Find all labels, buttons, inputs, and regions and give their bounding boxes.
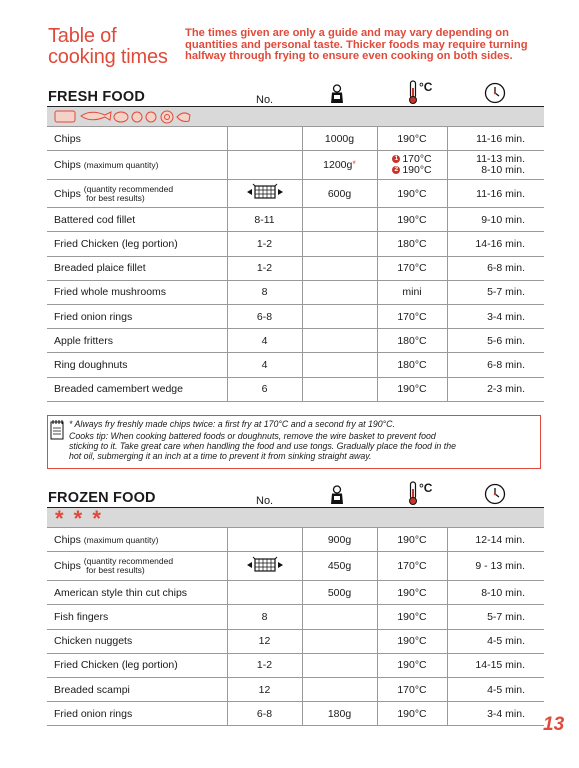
- food-count: 12: [227, 677, 302, 701]
- food-time: 14-16 min.: [447, 232, 544, 256]
- food-weight: [302, 353, 377, 377]
- table-row: [47, 280, 544, 304]
- food-weight: [302, 280, 377, 304]
- food-time-cell: [447, 151, 544, 180]
- food-weight-cell: [302, 151, 377, 180]
- table-row: [47, 232, 544, 256]
- food-time: 3-4 min.: [447, 702, 544, 726]
- food-weight: [302, 377, 377, 401]
- food-name: Fried onion rings: [47, 702, 227, 726]
- food-name: Chips: [54, 159, 81, 172]
- frozen-food-section: [47, 483, 544, 726]
- food-temp: 190°C: [377, 528, 447, 552]
- food-count: [227, 581, 302, 605]
- food-name: Apple fritters: [47, 329, 227, 353]
- food-name: Chicken nuggets: [47, 629, 227, 653]
- title-line-2: cooking times: [48, 46, 168, 68]
- page-title: [48, 26, 168, 68]
- food-name: Chips: [54, 187, 81, 200]
- food-count: 1-2: [227, 653, 302, 677]
- qualifier-line-2: for best results): [86, 565, 145, 576]
- food-time: 11-16 min.: [447, 180, 544, 208]
- food-temp: 170°C: [377, 677, 447, 701]
- food-weight: [302, 677, 377, 701]
- food-qualifier: (maximum quantity): [83, 534, 159, 545]
- qualifier-line-2: for best results): [86, 192, 145, 203]
- food-count: 8-11: [227, 208, 302, 232]
- food-weight: 180g: [302, 702, 377, 726]
- table-row: [47, 304, 544, 328]
- food-time: 5-7 min.: [447, 605, 544, 629]
- food-time: 6-8 min.: [447, 256, 544, 280]
- basket-cell: [227, 180, 302, 208]
- food-temp: 190°C: [377, 180, 447, 208]
- food-weight: [302, 208, 377, 232]
- food-temp: 170°C: [377, 552, 447, 581]
- food-name-cell: [47, 528, 227, 552]
- fresh-food-table: [47, 127, 544, 402]
- temp-unit-label: °C: [419, 80, 433, 94]
- food-count: 6: [227, 377, 302, 401]
- food-temp: 180°C: [377, 232, 447, 256]
- table-row: [47, 629, 544, 653]
- food-temp: 180°C: [377, 329, 447, 353]
- food-time: 2-3 min.: [447, 377, 544, 401]
- weight-scale-icon: [329, 84, 345, 104]
- food-name: Chips: [47, 127, 227, 151]
- fresh-food-title: FRESH FOOD: [48, 89, 146, 105]
- food-temp-cell: [377, 151, 447, 180]
- food-weight: [302, 653, 377, 677]
- food-name: Chips: [54, 533, 81, 546]
- food-temp-first: 170°C: [402, 153, 432, 166]
- food-weight: [302, 232, 377, 256]
- timer-icon: [484, 82, 506, 104]
- page-number: 13: [543, 714, 565, 735]
- food-count: 12: [227, 629, 302, 653]
- food-count: [227, 127, 302, 151]
- food-time: 6-8 min.: [447, 353, 544, 377]
- food-temp: 190°C: [377, 581, 447, 605]
- food-name: Fish fingers: [47, 605, 227, 629]
- food-name: Breaded camembert wedge: [47, 377, 227, 401]
- table-row: [47, 256, 544, 280]
- note-line-2: Cooks tip: When cooking battered foods or doughnuts, remove the wire basket to prevent food: [69, 431, 436, 441]
- thermometer-icon: [407, 481, 419, 505]
- table-row: [47, 605, 544, 629]
- food-name-cell: [47, 180, 227, 208]
- basket-cell: [227, 552, 302, 581]
- food-name: Breaded scampi: [47, 677, 227, 701]
- food-count: 4: [227, 353, 302, 377]
- fresh-food-section: [47, 82, 544, 402]
- qualifier-line-1: (quantity recommended: [83, 183, 174, 194]
- food-weight: [302, 629, 377, 653]
- food-name: Fried Chicken (leg portion): [47, 653, 227, 677]
- note-line-3: sticking to it. Take great care when handling the food and use tongs. Gradually place the food in the: [69, 441, 456, 451]
- frozen-food-band: [47, 506, 544, 531]
- food-time-second: 8-10 min.: [481, 164, 525, 177]
- food-count: 8: [227, 605, 302, 629]
- column-header-no: No.: [256, 94, 274, 106]
- table-row: [47, 653, 544, 677]
- step-two-badge: 2: [392, 166, 400, 174]
- food-weight: 500g: [302, 581, 377, 605]
- footnote-star: *: [352, 159, 356, 170]
- food-temp: 170°C: [377, 304, 447, 328]
- food-time: 8-10 min.: [447, 581, 544, 605]
- food-name: American style thin cut chips: [47, 581, 227, 605]
- column-header-no: No.: [256, 495, 274, 507]
- food-count: 8: [227, 280, 302, 304]
- basket-icon: [245, 183, 285, 201]
- food-qualifier: [84, 557, 173, 575]
- food-name-cell: [47, 151, 227, 180]
- table-row: [47, 677, 544, 701]
- food-temp: 190°C: [377, 377, 447, 401]
- step-one-badge: 1: [392, 155, 400, 163]
- food-weight: 450g: [302, 552, 377, 581]
- table-row: [47, 329, 544, 353]
- weight-scale-icon: [329, 485, 345, 505]
- food-count: 6-8: [227, 304, 302, 328]
- food-name: Fried onion rings: [47, 304, 227, 328]
- table-row: [47, 552, 544, 581]
- food-weight: 900g: [302, 528, 377, 552]
- food-temp: 190°C: [377, 629, 447, 653]
- fresh-food-header: [47, 82, 544, 107]
- freezer-stars: * * *: [55, 506, 103, 531]
- food-name-cell: [47, 552, 227, 581]
- food-weight: [302, 256, 377, 280]
- notepad-icon: [50, 419, 64, 441]
- food-illustration-icon: [53, 109, 193, 124]
- food-weight: 1000g: [302, 127, 377, 151]
- food-name: Breaded plaice fillet: [47, 256, 227, 280]
- food-name: Fried whole mushrooms: [47, 280, 227, 304]
- qualifier-line-1: (quantity recommended: [83, 556, 174, 567]
- table-row: [47, 151, 544, 180]
- food-temp: mini: [377, 280, 447, 304]
- food-name: Fried Chicken (leg portion): [47, 232, 227, 256]
- food-count: 1-2: [227, 256, 302, 280]
- food-temp: 190°C: [377, 605, 447, 629]
- food-count: 1-2: [227, 232, 302, 256]
- food-temp: 170°C: [377, 256, 447, 280]
- thermometer-icon: [407, 80, 419, 104]
- food-temp: 180°C: [377, 353, 447, 377]
- food-name: Chips: [54, 559, 81, 572]
- food-temp: 190°C: [377, 208, 447, 232]
- food-time: 5-7 min.: [447, 280, 544, 304]
- title-line-1: Table of: [48, 25, 117, 47]
- table-row: [47, 180, 544, 208]
- temp-unit-label: °C: [419, 481, 433, 495]
- frozen-food-title: FROZEN FOOD: [48, 490, 156, 506]
- table-row: [47, 581, 544, 605]
- food-count: 4: [227, 329, 302, 353]
- food-time-first: 11-13 min.: [476, 153, 525, 166]
- food-temp: 190°C: [377, 653, 447, 677]
- notes-box: [47, 415, 541, 469]
- food-qualifier: (maximum quantity): [83, 160, 159, 171]
- table-row: [47, 208, 544, 232]
- food-temp: 190°C: [377, 702, 447, 726]
- food-time: 9 - 13 min.: [447, 552, 544, 581]
- note-line-4: hot oil, submerging it an inch at a time to prevent it from sinking straight away.: [69, 451, 372, 461]
- basket-icon: [245, 556, 285, 574]
- note-line-1: * Always fry freshly made chips twice: a first fry at 170°C and a second fry at 190°C.: [69, 419, 395, 429]
- food-qualifier: [84, 185, 173, 203]
- table-row: [47, 528, 544, 552]
- food-count: [227, 151, 302, 180]
- food-time: 4-5 min.: [447, 629, 544, 653]
- timer-icon: [484, 483, 506, 505]
- food-weight: [302, 304, 377, 328]
- food-name: Ring doughnuts: [47, 353, 227, 377]
- table-row: [47, 353, 544, 377]
- food-time: 14-15 min.: [447, 653, 544, 677]
- food-time: 12-14 min.: [447, 528, 544, 552]
- food-name: Battered cod fillet: [47, 208, 227, 232]
- food-weight: 1200g: [323, 159, 353, 172]
- table-row: [47, 702, 544, 726]
- food-time: 5-6 min.: [447, 329, 544, 353]
- food-weight: 600g: [302, 180, 377, 208]
- frozen-food-table: [47, 528, 544, 726]
- food-time: 3-4 min.: [447, 304, 544, 328]
- food-weight: [302, 605, 377, 629]
- intro-text: The times given are only a guide and may vary depending on quantities and personal taste. Thicker foods may require turning halfway through frying to ensure even cooking on both sides.: [185, 27, 528, 62]
- food-temp-second: 190°C: [402, 164, 432, 177]
- food-time: 11-16 min.: [447, 127, 544, 151]
- food-time: 4-5 min.: [447, 677, 544, 701]
- food-weight: [302, 329, 377, 353]
- food-time: 9-10 min.: [447, 208, 544, 232]
- food-count: 6-8: [227, 702, 302, 726]
- food-count: [227, 528, 302, 552]
- fresh-food-band: [47, 107, 544, 127]
- table-row: [47, 127, 544, 151]
- food-temp: 190°C: [377, 127, 447, 151]
- table-row: [47, 377, 544, 401]
- frozen-food-header: [47, 483, 544, 508]
